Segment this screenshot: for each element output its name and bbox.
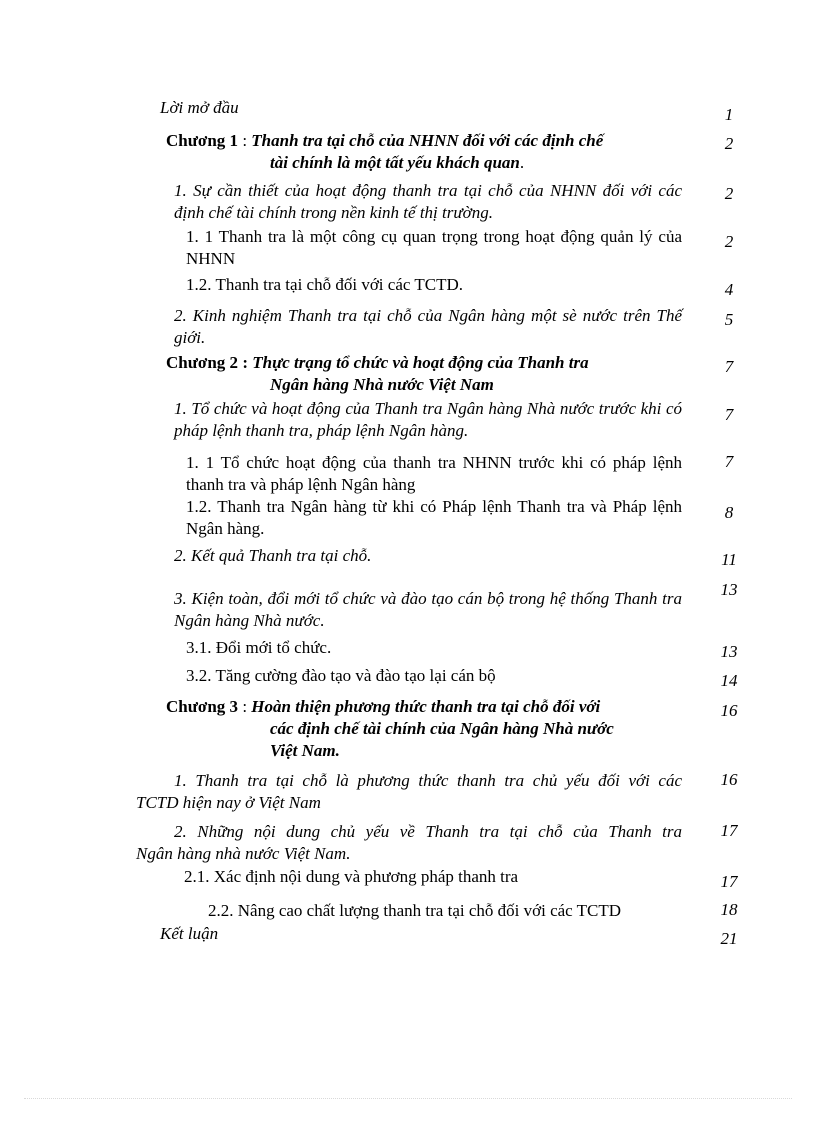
page-number: 18 xyxy=(720,900,738,919)
toc-section-2-2[interactable]: 2. Kết quả Thanh tra tại chỗ. xyxy=(174,546,372,565)
page-number: 2 xyxy=(724,184,734,203)
toc-subsection-1-1-2[interactable]: 1.2. Thanh tra tại chỗ đối với các TCTD. xyxy=(186,275,463,294)
chapter-title-line2: Ngân hàng Nhà nước Việt Nam xyxy=(270,375,494,394)
chapter-separator: : xyxy=(238,697,252,716)
chapter-title-line2: tài chính là một tất yếu khách quan xyxy=(270,153,520,172)
toc-chapter-1[interactable] xyxy=(166,130,686,174)
toc-subsection-2-1-2[interactable]: 1.2. Thanh tra Ngân hàng từ khi có Pháp lệnh Thanh tra và Pháp lệnh Ngân hàng. xyxy=(186,497,682,538)
page-number: 1 xyxy=(724,105,734,124)
toc-section-1-1[interactable]: 1. Sự cần thiết của hoạt động thanh tra tại chỗ của NHNN đối với các định chế tài chính trong nền kinh tế thị trường. xyxy=(174,181,682,222)
toc-section-line2: TCTD hiện nay ở Việt Nam xyxy=(136,793,321,812)
page-number: 16 xyxy=(720,770,738,789)
toc-subsection-1-1-1[interactable]: 1. 1 Thanh tra là một công cụ quan trọng trong hoạt động quản lý của NHNN xyxy=(186,227,682,268)
page-number: 7 xyxy=(724,357,734,376)
toc-chapter-2[interactable] xyxy=(166,352,686,396)
page-number: 5 xyxy=(724,310,734,329)
toc-section-3-1[interactable] xyxy=(136,770,682,814)
toc-subsection-3-2-1[interactable]: 2.1. Xác định nội dung và phương pháp thanh tra xyxy=(184,867,519,886)
toc-chapter-3[interactable] xyxy=(166,696,686,762)
chapter-title: Thực trạng tổ chức và hoạt động của Thanh tra xyxy=(252,353,589,372)
page-number: 17 xyxy=(720,821,738,840)
page-number: 4 xyxy=(724,280,734,299)
chapter-label: Chương 3 xyxy=(166,697,239,716)
toc-subsection-2-3-2[interactable]: 3.2. Tăng cường đào tạo và đào tạo lại cán bộ xyxy=(186,666,496,685)
toc-subsection-2-1-1[interactable]: 1. 1 Tổ chức hoạt động của thanh tra NHNN trước khi có pháp lệnh thanh tra và pháp lệnh Ngân hàng xyxy=(186,453,682,494)
toc-section-2-3[interactable]: 3. Kiện toàn, đổi mới tổ chức và đào tạo cán bộ trong hệ thống Thanh tra Ngân hàng Nhà nước. xyxy=(174,589,682,630)
page-number: 13 xyxy=(720,642,738,661)
page-number: 16 xyxy=(720,701,738,720)
page-number: 8 xyxy=(724,503,734,522)
toc-subsection-2-3-1[interactable]: 3.1. Đổi mới tổ chức. xyxy=(186,638,332,657)
toc-section-line1: 2. Những nội dung chủ yếu về Thanh tra tại chỗ của Thanh tra xyxy=(174,822,682,841)
chapter-title-end: . xyxy=(519,153,525,172)
toc-entry-introduction[interactable]: Lời mở đầu xyxy=(160,98,239,117)
page-number: 13 xyxy=(720,580,738,599)
chapter-title: Thanh tra tại chỗ của NHNN đối với các định chế xyxy=(251,131,604,150)
toc-section-1-2[interactable]: 2. Kinh nghiệm Thanh tra tại chỗ của Ngân hàng một sè nước trên Thế giới. xyxy=(174,306,682,347)
page-number: 21 xyxy=(720,929,738,948)
chapter-separator: : xyxy=(238,353,253,372)
page-number: 7 xyxy=(724,405,734,424)
page-number: 2 xyxy=(724,134,734,153)
page-number: 2 xyxy=(724,232,734,251)
page-number: 7 xyxy=(724,452,734,471)
toc-section-2-1[interactable]: 1. Tổ chức và hoạt động của Thanh tra Ngân hàng Nhà nước trước khi có pháp lệnh thanh tra, pháp lệnh Ngân hàng. xyxy=(174,399,682,440)
chapter-separator: : xyxy=(238,131,252,150)
chapter-title-line2: các định chế tài chính của Ngân hàng Nhà nước xyxy=(270,719,614,738)
page-number: 11 xyxy=(721,550,737,569)
chapter-title-line3: Việt Nam. xyxy=(270,741,340,760)
page-number: 14 xyxy=(720,671,738,690)
chapter-title: Hoàn thiện phương thức thanh tra tại chỗ đối với xyxy=(251,697,601,716)
chapter-label: Chương 1 xyxy=(166,131,239,150)
toc-section-line2: Ngân hàng nhà nước Việt Nam. xyxy=(136,844,351,863)
toc-entry-conclusion[interactable]: Kết luận xyxy=(160,924,219,943)
toc-subsection-3-2-2[interactable]: 2.2. Nâng cao chất lượng thanh tra tại chỗ đối với các TCTD xyxy=(208,901,622,920)
toc-section-line1: 1. Thanh tra tại chỗ là phương thức thanh tra chủ yếu đối với các xyxy=(174,771,682,790)
page-bottom-divider xyxy=(24,1098,792,1099)
page-number: 17 xyxy=(720,872,738,891)
chapter-label: Chương 2 xyxy=(166,353,239,372)
toc-section-3-2[interactable] xyxy=(136,821,682,865)
